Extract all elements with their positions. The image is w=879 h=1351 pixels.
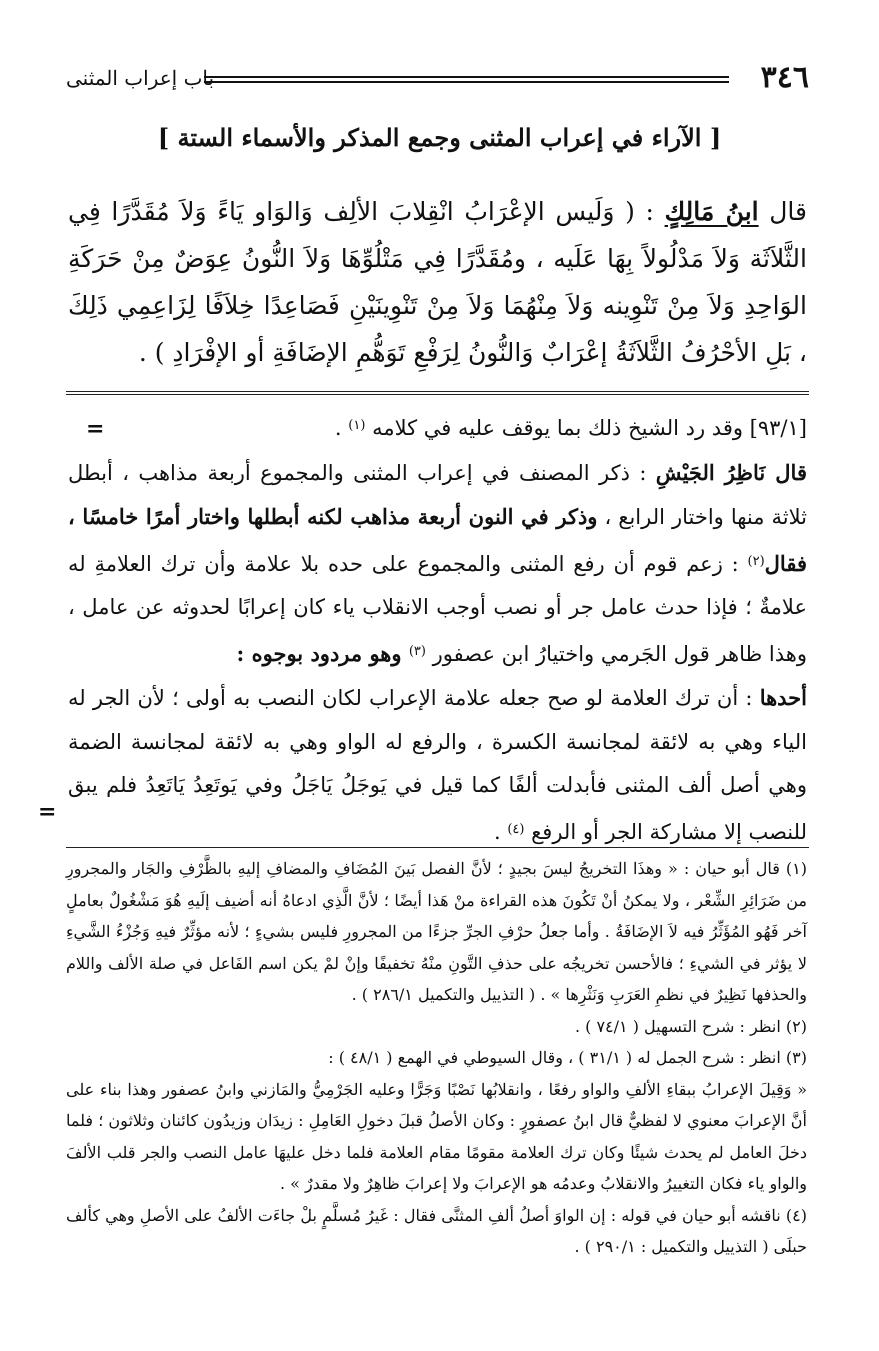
commentary-bold-text: وذكر في النون أربعة مذاهب لكنه أبطلها واختار أمرًا خامسًا ، فقال xyxy=(68,504,807,576)
footnote-marker: (٤) xyxy=(507,821,525,837)
page-number: ٣٤٦ xyxy=(760,60,809,95)
footnote-rule xyxy=(66,847,809,848)
matn-text: : ( وَلَيس الإعْرَابُ انْقِلابَ الألِف وَالوَاو يَاءً وَلاَ مُقَدَّرًا فِي الثَّلاَثَة وَلاَ مَدْلُولاً بِهَا عَلَيه ، ومُقَدَّرًا فِي مَتْلُوِّهَا وَلاَ النُّونُ عِوَضٌ مِنْ حَرَكَةِ الوَاحِدِ وَلاَ مِنْ تَنْوِينه وَلاَ مِنْهُمَا وَلاَ مِنْ تَنْوِينَيْنِ فَصَاعِدًا خِلاَفًا لِزَاعِمِي ذَلِكَ ، بَلِ الأحْرُفُ الثَّلاَثَةُ إعْرَابٌ وَالنُّونُ لِرَفْعِ تَوَهُّمِ الإضَافَةِ أو الإفْرَادِ ) . xyxy=(68,197,807,367)
matn-divider xyxy=(66,391,809,392)
footnote-marker: (٢) xyxy=(747,553,765,569)
reference-text: [٩٣/١] وقد رد الشيخ ذلك بما يوقف عليه في كلامه xyxy=(372,416,807,440)
commentary-bold-text: أحدها xyxy=(759,685,807,710)
matn-intro: قال xyxy=(769,197,807,226)
header-rule-second xyxy=(204,81,729,83)
reference-line xyxy=(68,404,807,451)
margin-mark: = xyxy=(86,416,105,442)
footnote-quote: « وَقِيلَ الإعرابُ ببقاءِ الألفِ والواو رفعًا ، وانقلابُها نَصْبًا وَجَرًّا وعليه الجَرْمِيُّ والمَازني وابنُ عصفور وهذا بناء على أنَّ الإعرابَ معنوي لا لفظيٌّ قال ابنُ عصفورٍ : وكان الأصلُ قبلَ دخولِ العَامِلِ : زيدَان وزيدُون كائنان وثلاثون ؛ فلما دخلَ العامل لم يحدث شيئًا وكان ترك العلامة مقومًا مقام العلامة فلما دخل عليهَا عامل النصب والجر قلب الألفَ والواو ياء فكان التغييرُ والانقلابُ وعدمُه هو الإعرابَ ولا إعرابَ ظاهِرٌ ولا مقدرٌ » . xyxy=(66,1079,807,1193)
footnote-marker: (٣) xyxy=(408,643,426,659)
footnote: (٢) انظر : شرح التسهيل ( ٧٤/١ ) . xyxy=(574,1016,807,1036)
footnote: (٣) انظر : شرح الجمل له ( ٣١/١ ) ، وقال السيوطي في الهمع ( ٤٨/١ ) : xyxy=(328,1048,807,1067)
page-header xyxy=(66,58,809,98)
footnote: (١) قال أبو حيان : « وهذَا التخريجُ ليسَ بجيدٍ ؛ لأنَّ الفصل بَينَ المُضَافِ والمضافِ إليهِ بالظَّرْفِ والجَار والمجرورِ من ضَرَائِرِ الشِّعْر ، ولا يمكنُ أنْ تَكُونَ هذه القراءة منْ هَذا أيضًا ؛ لأنَّ الَّذِي ادعاهُ أنه أضيف إلَيهِ هُوَ مَشْغُولٌ بعاملٍ آخر فَهُو المُؤَثِّرُ فيه لاَ الإضَافَةُ . وأما جعلُ حرْفِ الجرِّ جزءًا من المجرورِ فليس بشيءٍ ؛ لأنه مؤثِّرٌ فيهِ وَجُزْءُ الشَّيءِ لا يؤثر في الشيءِ ؛ فالأحسن تخريجُه على حذفِ التَّونِ منْهُ تخفيفًا وإنْ لمْ يكن اسم الفَاعل في صلة الألف واللام والحذفها نَظِيرٌ في نظمِ العَرَبِ وَنَثْرِها » . ( التذييل والتكميل ٢٨٦/١ ) . xyxy=(66,859,807,1004)
section-title: [ الآراء في إعراب المثنى وجمع المذكر والأسماء الستة ] xyxy=(157,123,722,152)
commentary-text: : أن ترك العلامة لو صح جعله علامة الإعراب لكان النصب به أولى ؛ لأن الجر له الياء وهي به لائقة لمجانسة الكسرة ، والرفع له الواو وهي به لائقة لمجانسة الضمة وهي أصل ألف المثنى فأبدلت ألفًا كما قيل في يَوجَلُ يَاجَلُ وفي يَوتَعِدُ يَاتَعِدُ فلم يبق للنصب إلا مشاركة الجر أو الرفع xyxy=(68,686,807,844)
commentary-speaker: قال نَاظِرُ الجَيْشِ xyxy=(655,459,807,485)
commentary-paragraph xyxy=(68,451,807,677)
commentary-text: : زعم قوم أن رفع المثنى والمجموع على حده بلا علامة وأن ترك العلامةِ له علامةٌ ؛ فإذا حدث عامل جر أو نصب أوجب الانقلاب ياء كان إعرابًا لحدوثه عن عامل ، وهذا ظاهر قول الجَرمي واختيارُ ابن عصفور xyxy=(68,551,807,666)
commentary-bold-text: وهو مردود بوجوه : xyxy=(236,640,409,666)
header-rule xyxy=(204,76,729,78)
matn-speaker: ابنُ مَالِكٍ xyxy=(664,197,759,226)
commentary-text: : ذكر المصنف في إعراب المثنى والمجموع أربعة مذاهب ، أبطل ثلاثة منها واختار الرابع ، xyxy=(68,460,808,529)
margin-mark-second: = xyxy=(38,799,57,825)
matn-divider-second xyxy=(66,394,809,395)
reference-end: . xyxy=(334,416,349,440)
footnote: (٤) ناقشه أبو حيان في قوله : إن الواوَ أصلُ ألفِ المثنَّى فقال : غَيرُ مُسلَّمٍ بلْ جاءَت الألفُ على الأصلِ وهي كألف حبلَى ( التذييل والتكميل : ٢٩٠/١ ) . xyxy=(66,1205,807,1256)
footnotes-block xyxy=(66,853,807,1263)
footnote-marker: (١) xyxy=(348,418,366,433)
matn-text-block xyxy=(68,188,807,376)
running-head: باب إعراب المثنى xyxy=(66,66,215,90)
commentary-paragraph xyxy=(68,676,807,854)
commentary-end: . xyxy=(493,819,508,844)
commentary-block xyxy=(68,404,807,854)
